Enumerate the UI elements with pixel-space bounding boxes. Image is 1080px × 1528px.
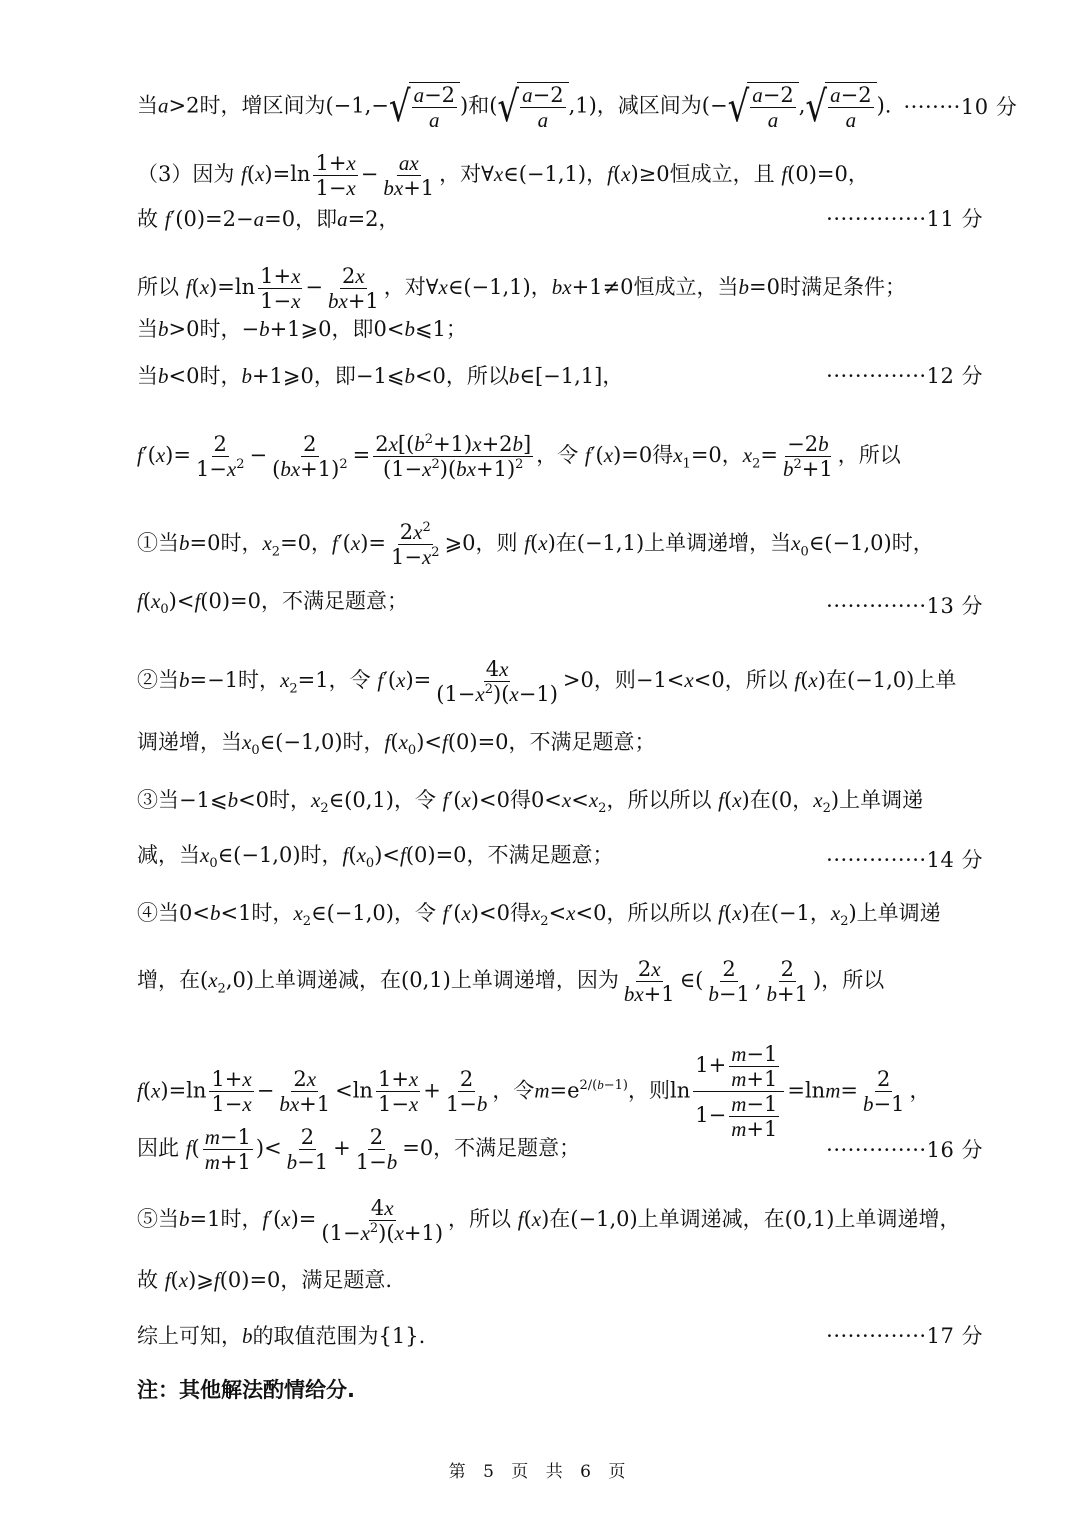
line-content: 当a>2时，增区间为(−1,− √ $\frac{a-2}{a}$ )和( √ $\frac{a-2}{a}$ ,1)，减区间为(− √ $\frac{a-2}{a}$ , √ $\frac{a-2}{a}$ ). <box>137 82 892 133</box>
solution-line-12 <box>137 786 983 823</box>
solution-line-3 <box>137 205 983 233</box>
solution-line-1 <box>137 82 1018 133</box>
score-marker: ··············11 分 <box>826 207 983 231</box>
solution-line-7 <box>137 432 983 481</box>
solution-line-10 <box>137 657 983 706</box>
note-line <box>137 1376 983 1404</box>
line-content: 调递增，当$x_0\in(-1,0)$时，$f(x_0)<f(0)=0$，不满足题意； <box>137 730 656 759</box>
solution-line-2 <box>137 151 983 200</box>
score-marker: ··············12 分 <box>826 364 983 388</box>
line-content: 所以 f(x)=ln $\frac{1+x}{1-x}$ − $\frac{2x}{bx+1}$ ，对∀x∈(−1,1)，bx+1≠0恒成立，当b=0时满足条件； <box>137 264 906 314</box>
line-content: f′(x)= $\frac{2}{1-x^2}$ − $\frac{2}{(bx+1)^2}$ = $\frac{2x[(b^2+1)x+2b]}{(1-x^2)(bx+1)^2}$ ，令 f′(x)=0得$x_1=0$，$x_2=$ $\frac{-2b}{b^2+1}$ ，所以 <box>137 432 901 482</box>
score-marker: ··············17 分 <box>826 1324 983 1348</box>
solution-line-9 <box>137 587 983 624</box>
line-content: 减，当$x_0\in(-1,0)$时，$f(x_0)<f(0)=0$，不满足题意； <box>137 843 614 872</box>
line-content: 增，在$(x_2,0)$上单调递减，在(0,1)上单调递增，因为 $\frac{2x}{bx+1}$ ∈( $\frac{2}{b-1}$ , $\frac{2}{b+1}$ )，所以 <box>137 957 885 1007</box>
solution-line-4 <box>137 264 983 313</box>
line-content: ①当b=0时，$x_2=0$，f′(x)= $\frac{2x^2}{1-x^2}$ ⩾0，则 f(x)在(−1,1)上单调递增，当$x_0\in(-1,0)$时， <box>137 520 934 570</box>
score-marker: ··············13 分 <box>826 593 983 618</box>
score-marker: ········10 分 <box>903 95 1018 120</box>
line-content: f(x)=ln $\frac{1+x}{1-x}$ − $\frac{2x}{bx+1}$ <ln $\frac{1+x}{1-x}$ + $\frac{2}{1-b}$ ，令$m=e^{2/(b-1)}$，则ln 1+ $\frac{m-1}{m+1}$ 1− $\frac{m-1}{m+1}$ =lnm= $\frac{2}{b-1}$ ， <box>137 1042 931 1142</box>
line-content: $f(x_0)<f(0)=0$，不满足题意； <box>137 589 408 618</box>
line-content: ②当b=−1时，$x_2=1$，令 f′(x)= $\frac{4x}{(1-x^2)(x-1)}$ >0，则−1<x<0，所以 f(x)在(−1,0)上单 <box>137 657 957 707</box>
solution-line-14 <box>137 899 983 936</box>
solution-line-6 <box>137 362 983 390</box>
solution-line-5 <box>137 315 983 343</box>
line-content: 综上可知，b的取值范围为{1}. <box>137 1324 426 1348</box>
page-footer: 第 5 页 共 6 页 <box>448 1462 632 1482</box>
grading-note: 注：其他解法酌情给分. <box>137 1378 355 1402</box>
line-content: ④当0<b<1时，$x_2\in(-1,0)$，令 f′(x)<0得$x_2<x<0$，所以所以 f(x)在(−1，$x_2$)上单调递 <box>137 901 941 930</box>
line-content: （3）因为 f(x)=ln $\frac{1+x}{1-x}$ − $\frac{ax}{bx+1}$ ，对∀x∈(−1,1)，f(x)≥0恒成立，且 f(0)=0， <box>137 151 869 201</box>
line-content: 故 f′(0)=2−a=0，即a=2， <box>137 207 400 231</box>
score-marker: ··············16 分 <box>826 1137 983 1162</box>
line-content: 因此 f( $\frac{m-1}{m+1}$ )< $\frac{2}{b-1}$ + $\frac{2}{1-b}$ =0，不满足题意； <box>137 1125 581 1175</box>
solution-line-13 <box>137 841 983 878</box>
solution-line-20 <box>137 1322 983 1350</box>
line-content: 当b>0时，−b+1⩾0，即0<b⩽1； <box>137 317 467 341</box>
score-marker: ··············14 分 <box>826 847 983 872</box>
solution-line-19 <box>137 1266 983 1294</box>
line-content: 故 f(x)⩾f(0)=0，满足题意. <box>137 1268 393 1292</box>
line-content: ③当−1⩽b<0时，$x_2\in(0,1)$，令 f′(x)<0得$0<x<x_2$，所以所以 f(x)在(0，$x_2$)上单调递 <box>137 788 924 817</box>
solution-line-11 <box>137 728 983 765</box>
line-content: ⑤当b=1时，f′(x)= $\frac{4x}{(1-x^2)(x+1)}$ ，所以 f(x)在(−1,0)上单调递减，在(0,1)上单调递增， <box>137 1196 961 1246</box>
line-content: 当b<0时，b+1⩾0，即−1⩽b<0，所以b∈[−1,1]， <box>137 364 624 388</box>
solution-line-17 <box>137 1125 983 1174</box>
solution-line-8 <box>137 520 983 569</box>
solution-line-18 <box>137 1196 983 1245</box>
solution-line-15 <box>137 957 983 1006</box>
